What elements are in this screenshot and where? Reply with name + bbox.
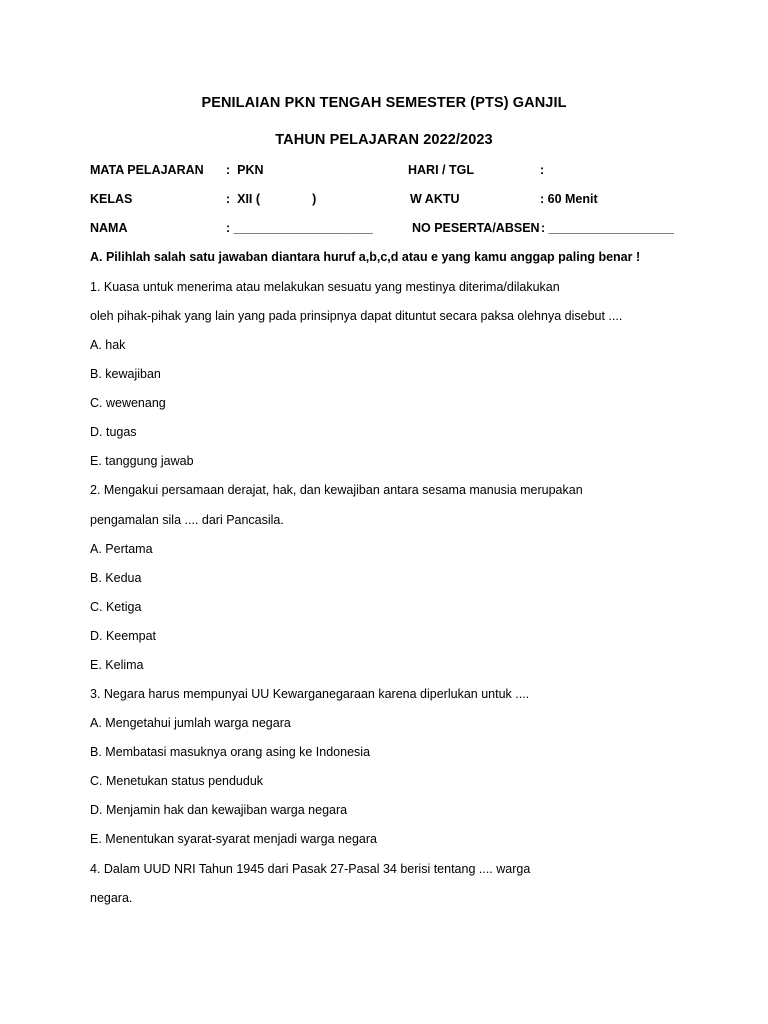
waktu-label: W AKTU (410, 192, 460, 206)
instruction: A. Pilihlah salah satu jawaban diantara huruf a,b,c,d atau e yang kamu anggap paling benar ! (90, 250, 641, 264)
page-subtitle: TAHUN PELAJARAN 2022/2023 (275, 132, 493, 148)
nama-value: : ____________________ (226, 221, 373, 235)
question-1-text: oleh pihak-pihak yang lain yang pada prinsipnya dapat dituntut secara paksa olehnya disebut .... (90, 309, 623, 323)
mata-pelajaran-label: MATA PELAJARAN (90, 163, 204, 177)
question-3-option-c: C. Menetukan status penduduk (90, 774, 264, 788)
question-2-text: 2. Mengakui persamaan derajat, hak, dan kewajiban antara sesama manusia merupakan (90, 483, 583, 497)
kelas-value: : XII ( ) (226, 192, 317, 206)
question-1-option-e: E. tanggung jawab (90, 454, 194, 468)
question-2-option-c: C. Ketiga (90, 600, 142, 614)
question-1-option-d: D. tugas (90, 425, 137, 439)
nama-label: NAMA (90, 221, 128, 235)
question-4-text: negara. (90, 891, 133, 905)
question-2-option-d: D. Keempat (90, 629, 157, 643)
question-3-option-b: B. Membatasi masuknya orang asing ke Indonesia (90, 745, 371, 759)
question-2-text: pengamalan sila .... dari Pancasila. (90, 513, 284, 527)
waktu-value: : 60 Menit (540, 192, 598, 206)
hari-tgl-value: : (540, 163, 545, 177)
question-4-text: 4. Dalam UUD NRI Tahun 1945 dari Pasak 27-Pasal 34 berisi tentang .... warga (90, 862, 531, 876)
question-3-option-a: A. Mengetahui jumlah warga negara (90, 716, 291, 730)
question-1-option-c: C. wewenang (90, 396, 166, 410)
no-peserta-label: NO PESERTA/ABSEN (412, 221, 540, 235)
question-3-option-d: D. Menjamin hak dan kewajiban warga negara (90, 803, 348, 817)
hari-tgl-label: HARI / TGL (408, 163, 474, 177)
question-3-option-e: E. Menentukan syarat-syarat menjadi warga negara (90, 832, 377, 846)
question-1-text: 1. Kuasa untuk menerima atau melakukan sesuatu yang mestinya diterima/dilakukan (90, 280, 560, 294)
no-peserta-value: : __________________ (541, 221, 674, 235)
question-1-option-a: A. hak (90, 338, 126, 352)
page-title: PENILAIAN PKN TENGAH SEMESTER (PTS) GANJIL (201, 95, 567, 111)
kelas-label: KELAS (90, 192, 133, 206)
question-2-option-b: B. Kedua (90, 571, 142, 585)
question-2-option-e: E. Kelima (90, 658, 144, 672)
question-3-text: 3. Negara harus mempunyai UU Kewarganegaraan karena diperlukan untuk .... (90, 687, 530, 701)
question-1-option-b: B. kewajiban (90, 367, 161, 381)
question-2-option-a: A. Pertama (90, 542, 153, 556)
mata-pelajaran-value: : PKN (226, 163, 264, 177)
